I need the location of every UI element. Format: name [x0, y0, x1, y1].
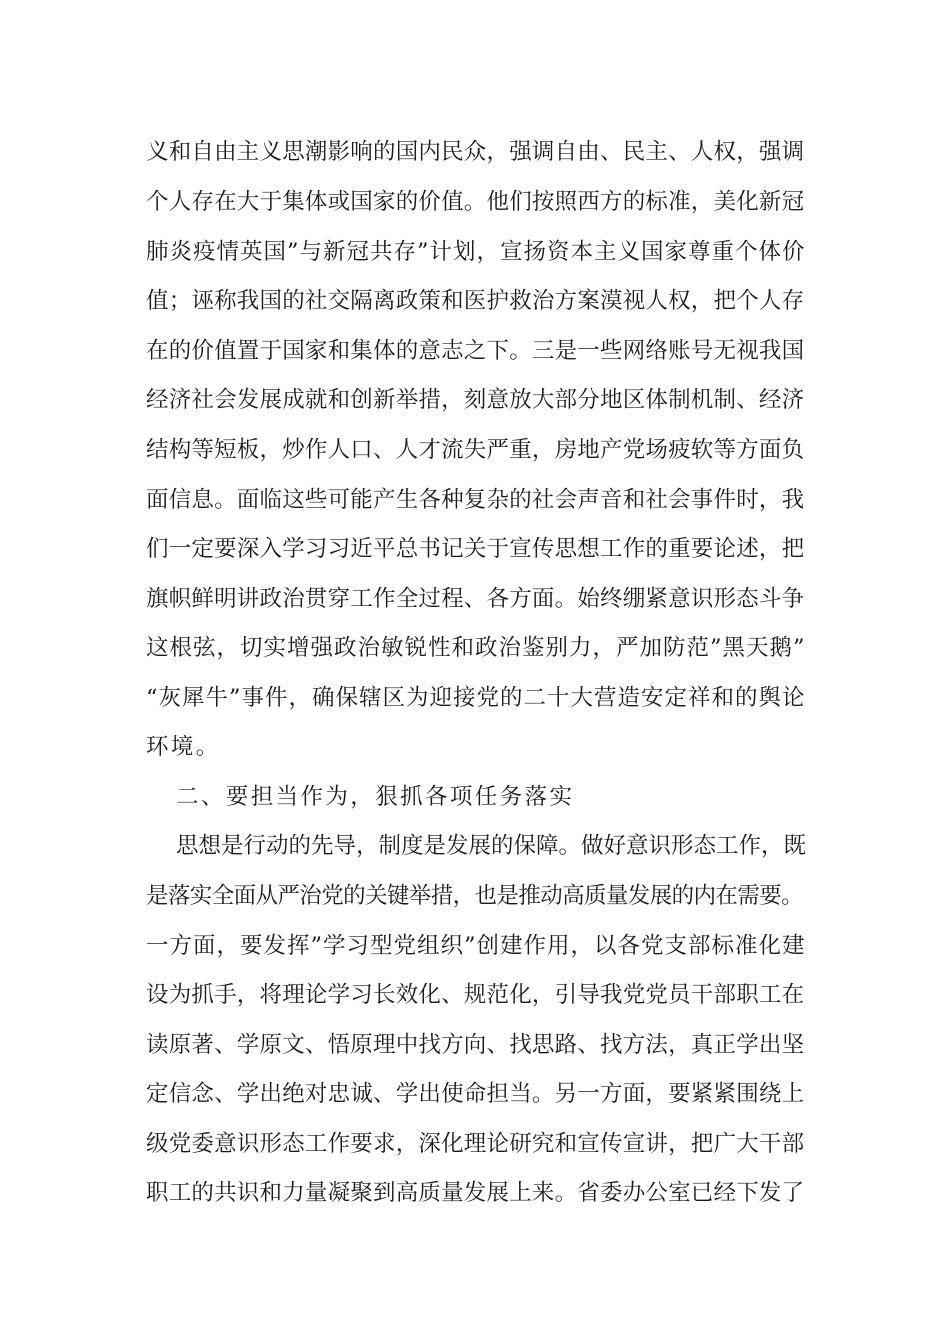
text-line: 面信息。面临这些可能产生各种复杂的社会声音和社会事件时，我: [146, 487, 805, 513]
text-line: 读原著、学原文、悟原理中找方向、找思路、找方法，真正学出坚: [146, 1032, 805, 1058]
text-line: 在的价值置于国家和集体的意志之下。三是一些网络账号无视我国: [146, 338, 805, 364]
text-line: 值；诬称我国的社交隔离政策和医护救治方案漠视人权，把个人存: [146, 288, 805, 314]
text-line: 定信念、学出绝对忠诚、学出使命担当。另一方面，要紧紧围绕上: [146, 1081, 805, 1107]
text-line: 个人存在大于集体或国家的价值。他们按照西方的标准，美化新冠: [146, 189, 805, 215]
text-line: 旗帜鲜明讲政治贯穿工作全过程、各方面。始终绷紧意识形态斗争: [146, 586, 805, 612]
text-line: 是落实全面从严治党的关键举措，也是推动高质量发展的内在需要。: [146, 883, 804, 909]
text-line: 环境。: [146, 734, 221, 760]
text-line: 们一定要深入学习习近平总书记关于宣传思想工作的重要论述，把: [146, 536, 805, 562]
paragraph-first-line: 思想是行动的先导，制度是发展的保障。做好意识形态工作，既: [176, 833, 807, 859]
text-line: 一方面，要发挥”学习型党组织”创建作用，以各党支部标准化建: [146, 933, 806, 959]
text-line: 义和自由主义思潮影响的国内民众，强调自由、民主、人权，强调: [146, 139, 805, 165]
text-line: 经济社会发展成就和创新举措，刻意放大部分地区体制机制、经济: [146, 387, 805, 413]
section-heading: 二、要担当作为，狠抓各项任务落实: [176, 784, 575, 810]
text-line: “灰犀牛”事件，确保辖区为迎接党的二十大营造安定祥和的舆论: [146, 685, 806, 711]
text-line: 这根弦，切实增强政治敏锐性和政治鉴别力，严加防范”黑天鹅”: [146, 635, 806, 661]
text-line: 设为抓手，将理论学习长效化、规范化，引导我党党员干部职工在: [146, 982, 805, 1008]
text-line: 级党委意识形态工作要求，深化理论研究和宣传宣讲，把广大干部: [146, 1131, 805, 1157]
text-line: 肺炎疫情英国”与新冠共存”计划，宣扬资本主义国家尊重个体价: [146, 239, 806, 265]
text-line: 结构等短板，炒作人口、人才流失严重，房地产党场疲软等方面负: [146, 437, 805, 463]
text-line: 职工的共识和力量凝聚到高质量发展上来。省委办公室已经下发了: [146, 1180, 805, 1206]
